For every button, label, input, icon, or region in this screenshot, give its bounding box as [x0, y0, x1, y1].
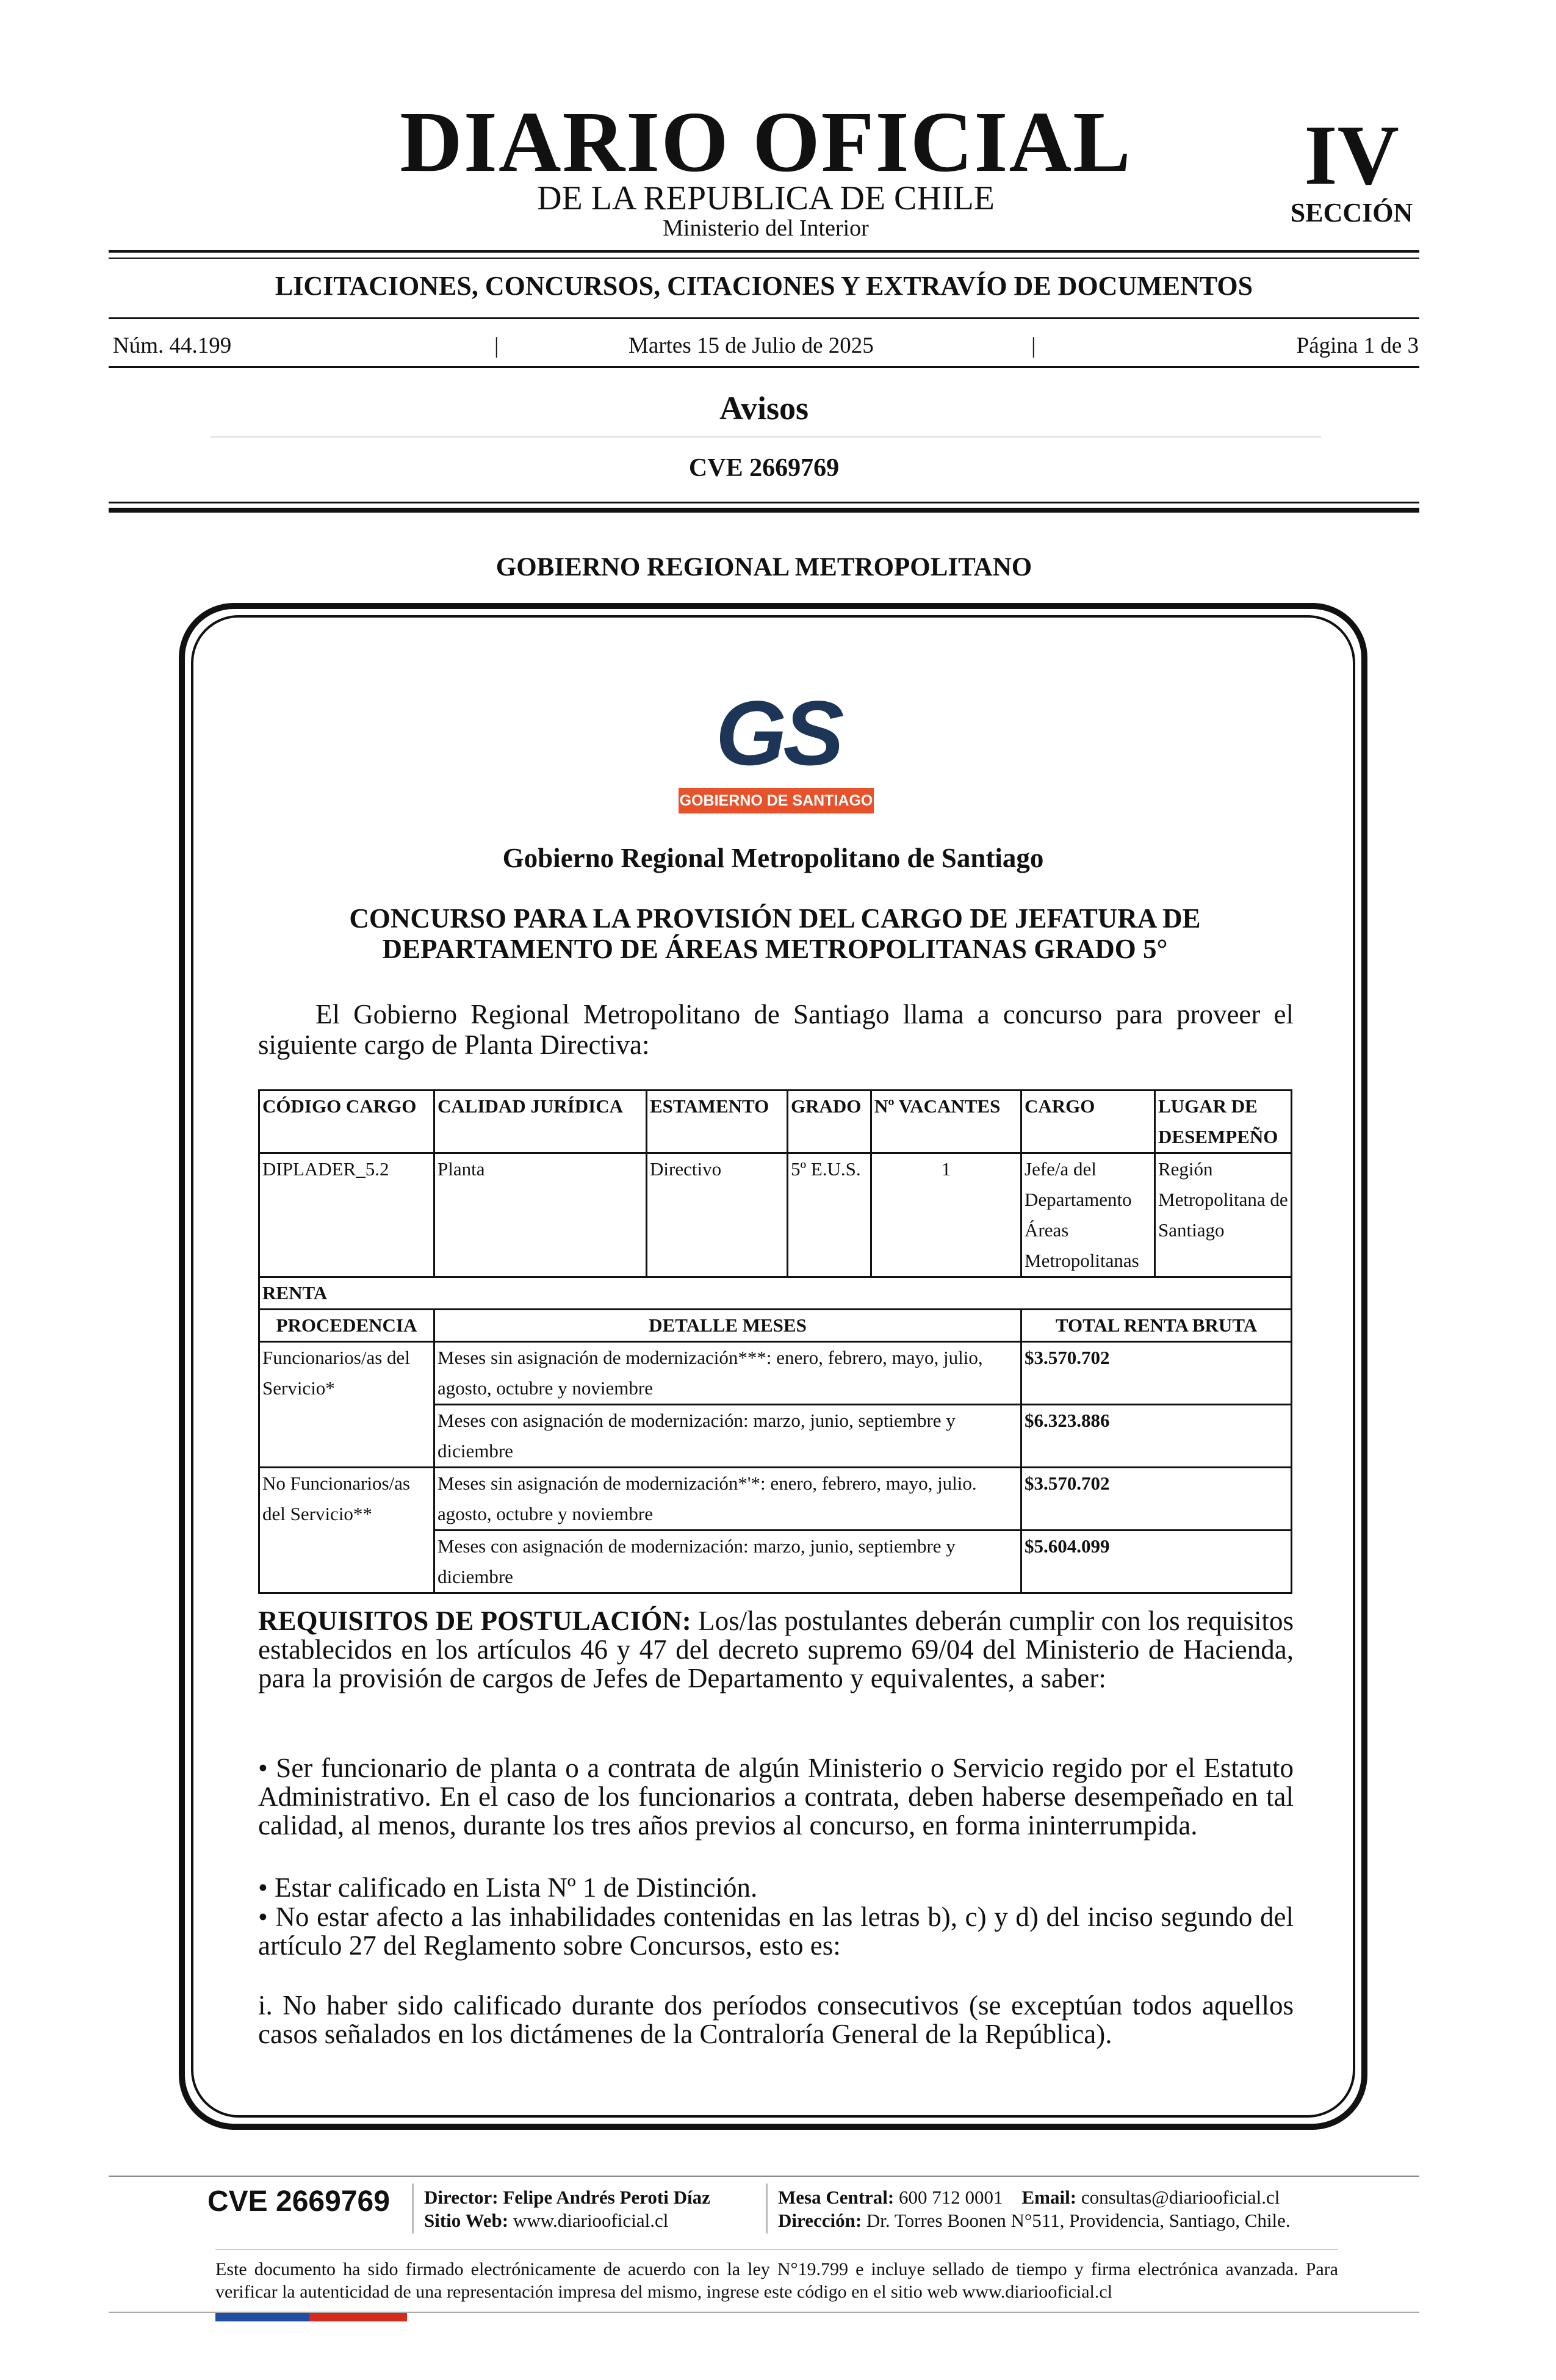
cell-detalle: Meses con asignación de modernización: marzo, junio, septiembre y diciembre	[434, 1405, 1021, 1468]
issue-date: Martes 15 de Julio de 2025	[629, 333, 874, 358]
cell-total: $3.570.702	[1021, 1468, 1292, 1531]
web-url[interactable]: www.diariooficial.cl	[513, 2210, 669, 2231]
footer-contact	[778, 2186, 1280, 2209]
section-label: SECCIÓN	[1290, 198, 1413, 228]
category-divider	[109, 317, 1419, 319]
cell-detalle: Meses sin asignación de modernización*'*: enero, febrero, mayo, julio. agosto, octubre y noviembre	[434, 1468, 1021, 1531]
position-table	[258, 1089, 1292, 1594]
footer-director	[424, 2186, 710, 2209]
header-procedencia: PROCEDENCIA	[259, 1310, 434, 1342]
concurso-title: CONCURSO PARA LA PROVISIÓN DEL CARGO DE JEFATURA DE DEPARTAMENTO DE ÁREAS METROPOLITANAS GRADO 5°	[349, 903, 1201, 964]
logo-letters: GS	[715, 693, 841, 784]
info-separator: |	[494, 333, 499, 358]
table-header-row	[259, 1091, 1292, 1153]
director-label: Director:	[424, 2187, 499, 2208]
ministry-label: Ministerio del Interior	[663, 215, 869, 241]
newspaper-subtitle: DE LA REPUBLICA DE CHILE	[537, 179, 995, 217]
address-text: Dr. Torres Boonen N°511, Providencia, Santiago, Chile.	[866, 2210, 1291, 2231]
cell-detalle: Meses sin asignación de modernización***: enero, febrero, mayo, julio, agosto, octubre y noviembre	[434, 1342, 1021, 1405]
renta-label: RENTA	[259, 1277, 1292, 1310]
requisito-bullet: • Ser funcionario de planta o a contrata de algún Ministerio o Servicio regido por el Estatuto Administrativo. En el caso de los funcionarios a contrata, deben haberse desempeñado en tal calidad, al menos, durante los tres años previos al concurso, en forma ininterrumpida.	[258, 1753, 1294, 1841]
renta-row	[259, 1342, 1292, 1405]
table-row	[259, 1153, 1292, 1277]
renta-row	[259, 1468, 1292, 1531]
flag-stripe-red	[309, 2313, 407, 2321]
avisos-divider	[211, 436, 1321, 438]
intro-paragraph: El Gobierno Regional Metropolitano de Santiago llama a concurso para proveer el siguiente cargo de Planta Directiva:	[258, 999, 1294, 1060]
header-detalle: DETALLE MESES	[434, 1310, 1021, 1342]
cell-estamento: Directivo	[647, 1153, 788, 1277]
footer-address	[778, 2209, 1291, 2232]
info-separator: |	[1031, 333, 1036, 358]
cell-vacantes: 1	[871, 1153, 1021, 1277]
flag-stripe-blue	[215, 2313, 309, 2321]
page-indicator: Página 1 de 3	[1296, 333, 1419, 358]
cell-total: $3.570.702	[1021, 1342, 1292, 1405]
email-address[interactable]: consultas@diariooficial.cl	[1081, 2187, 1280, 2208]
mesa-label: Mesa Central:	[778, 2187, 895, 2208]
header-calidad: CALIDAD JURÍDICA	[434, 1091, 647, 1153]
footer-cve: CVE 2669769	[207, 2185, 390, 2218]
cell-procedencia: No Funcionarios/as del Servicio**	[259, 1468, 434, 1593]
mesa-phone: 600 712 0001	[899, 2187, 1003, 2208]
footer-separator	[766, 2183, 768, 2234]
requisito-bullet: • No estar afecto a las inhabilidades contenidas en las letras b), c) y d) del inciso segundo del artículo 27 del Reglamento sobre Concursos, esto es:	[258, 1902, 1294, 1961]
footer-divider-light	[215, 2249, 1338, 2250]
requisitos-heading: REQUISITOS DE POSTULACIÓN:	[258, 1606, 691, 1636]
section-number: IV	[1304, 108, 1399, 203]
header-lugar: LUGAR DE DESEMPEÑO	[1155, 1091, 1292, 1153]
header-total: TOTAL RENTA BRUTA	[1021, 1310, 1292, 1342]
header-estamento: ESTAMENTO	[647, 1091, 788, 1153]
header-divider-thin	[109, 258, 1419, 259]
issue-number: Núm. 44.199	[113, 333, 232, 358]
cell-detalle: Meses con asignación de modernización: marzo, junio, septiembre y diciembre	[434, 1531, 1021, 1593]
section-title: Avisos	[719, 390, 809, 427]
footer-divider	[109, 2176, 1419, 2177]
renta-header-row	[259, 1310, 1292, 1342]
requisito-bullet: • Estar calificado en Lista Nº 1 de Distinción.	[258, 1872, 758, 1903]
category-title: LICITACIONES, CONCURSOS, CITACIONES Y EXTRAVÍO DE DOCUMENTOS	[275, 271, 1253, 301]
footer-separator	[412, 2183, 414, 2234]
header-grado: GRADO	[788, 1091, 871, 1153]
cell-cargo: Jefe/a del Departamento Áreas Metropolitanas	[1021, 1153, 1155, 1277]
requisitos-paragraph	[258, 1607, 1294, 1693]
info-divider	[109, 366, 1419, 368]
web-label: Sitio Web:	[424, 2210, 509, 2231]
cell-total: $5.604.099	[1021, 1531, 1292, 1593]
address-label: Dirección:	[778, 2210, 862, 2231]
header-cargo: CARGO	[1021, 1091, 1155, 1153]
cell-lugar: Región Metropolitana de Santiago	[1155, 1153, 1292, 1277]
director-name: Felipe Andrés Peroti Díaz	[503, 2187, 710, 2208]
cell-codigo: DIPLADER_5.2	[259, 1153, 434, 1277]
newspaper-title: DIARIO OFICIAL	[400, 93, 1132, 190]
cve-code: CVE 2669769	[688, 454, 840, 482]
requisitos-text: Los/las postulantes deberán cumplir con los requisitos establecidos en los artículos 46 y 47 del decreto supremo 69/04 del Ministerio de Hacienda, para la provisión de cargos de Jefes de Departamento y equivalentes, a saber:	[258, 1606, 1294, 1693]
cell-total: $6.323.886	[1021, 1405, 1292, 1468]
cve-divider	[109, 502, 1419, 503]
footer-website	[424, 2209, 668, 2232]
logo-caption: GOBIERNO DE SANTIAGO	[679, 788, 874, 813]
institution-name: Gobierno Regional Metropolitano de Santiago	[502, 843, 1044, 873]
header-vacantes: Nº VACANTES	[871, 1091, 1021, 1153]
organization-name: GOBIERNO REGIONAL METROPOLITANO	[495, 553, 1032, 582]
cell-grado: 5º E.U.S.	[788, 1153, 871, 1277]
cve-divider-thick	[109, 508, 1419, 513]
cell-procedencia: Funcionarios/as del Servicio*	[259, 1342, 434, 1468]
footer-disclaimer: Este documento ha sido firmado electrónicamente de acuerdo con la ley N°19.799 e incluye sellado de tiempo y firma electrónica avanzada. Para verificar la autenticidad de una representación impresa del mismo, ingrese este código en el sitio web www.diariooficial.cl	[215, 2259, 1338, 2302]
inhabilidad-item: i. No haber sido calificado durante dos períodos consecutivos (se exceptúan todos aquellos casos señalados en los dictámenes de la Contraloría General de la República).	[258, 1990, 1294, 2049]
header-divider	[109, 250, 1419, 253]
cell-calidad: Planta	[434, 1153, 647, 1277]
renta-row	[259, 1277, 1292, 1310]
email-label: Email:	[1021, 2187, 1077, 2208]
header-codigo: CÓDIGO CARGO	[259, 1091, 434, 1153]
